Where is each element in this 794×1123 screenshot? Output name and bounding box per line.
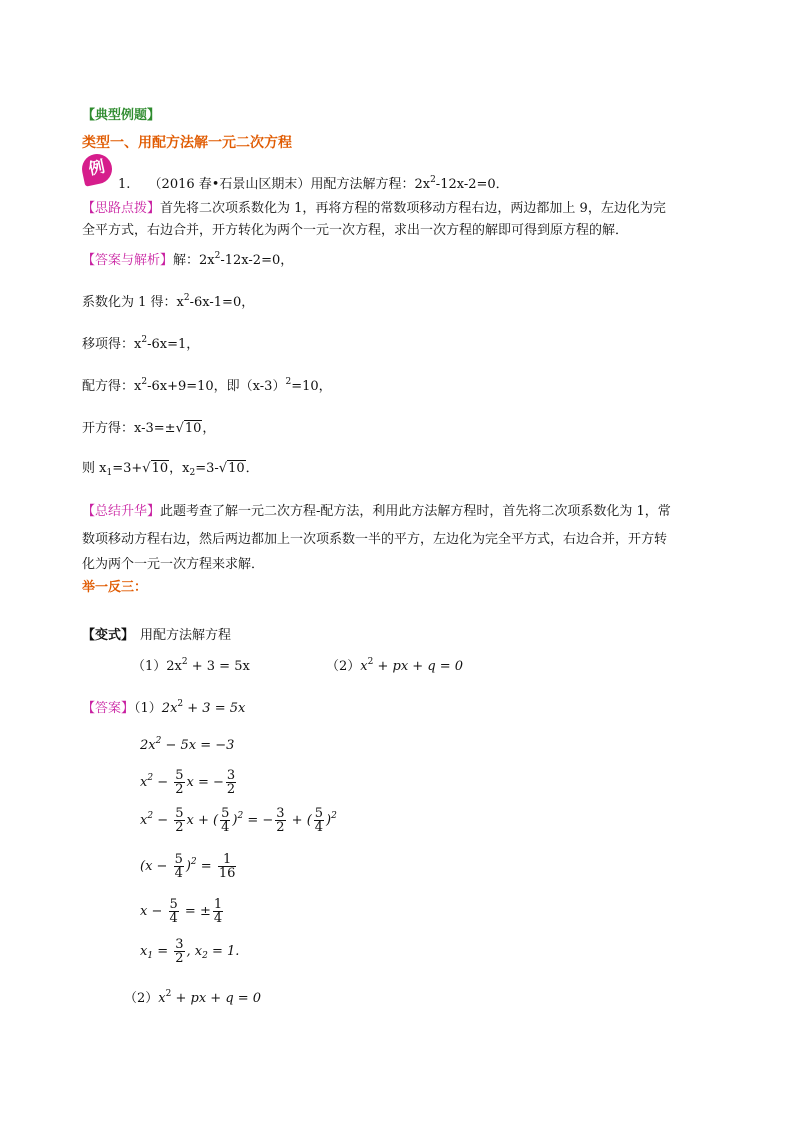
s4-a: (x − [140,859,172,874]
s3-frac1 [174,807,184,834]
sol-b: -12x-2=0， [220,253,294,268]
step-3-exp2: 2 [285,377,292,387]
s4-c: = [196,859,216,874]
s5-fd: 4 [169,911,178,926]
sqrt-sign: √ [218,461,228,476]
s3-a: x [140,813,148,828]
s2-rnum: 3 [226,768,236,783]
s2-rden: 2 [226,782,236,797]
step-2 [82,333,199,352]
type-title: 类型一、用配方法解一元二次方程 [82,135,292,151]
variant-p1-exp: 2 [181,657,188,667]
step-4-label: 开方得： [82,421,135,436]
summary-line-2: 数项移动方程右边，然后两边都加上一次项系数一半的平方，左边化为完全平方式，右边合并，开方转 [82,532,668,547]
answer-eq-a: 2x [161,701,178,716]
variant-p1-a: 2x [166,659,182,674]
step-2-a: x [134,337,142,352]
s5-rd: 4 [213,911,223,926]
answer-step-3 [140,807,337,834]
answer-step-1 [140,738,234,753]
step-5-rad1: 10 [151,461,169,476]
sol-exp: 2 [214,251,221,261]
s2-b: − [153,775,173,790]
s2-fnum: 5 [175,768,184,783]
step-1-label: 系数化为 1 得： [82,295,177,310]
step-4-radicand: 10 [184,421,202,436]
s3-c: x + ( [186,813,219,828]
s3-exp3: 2 [331,811,337,821]
s4-fd: 4 [174,866,183,881]
s6-a: = [153,944,173,959]
variant-p2-num: （2） [326,659,361,674]
s3-e: = − [243,813,274,828]
variant-problem-1 [132,655,250,674]
step-3-exp: 2 [141,377,148,387]
summary-label: 【总结升华】 [82,504,161,519]
s3-frac4 [314,807,324,834]
s1-a: 2x [140,738,156,753]
s2-c: x = − [186,775,224,790]
s3-f3d: 2 [276,820,285,835]
s1-exp: 2 [155,736,162,746]
hint-line-2: 全平方式，右边合并，开方转化为两个一元一次方程，求出一次方程的解即可得到原方程的解． [82,223,629,238]
s5-rn: 1 [213,897,223,912]
s2-exp: 2 [147,773,154,783]
s5-b: = ± [180,904,211,919]
s2-frac [174,769,184,796]
step-5-end: ． [245,461,259,476]
s2-fden: 2 [175,782,184,797]
s3-f: + ( [287,813,312,828]
variant-text: 用配方法解方程 [140,628,232,643]
answer-p2-b: + px + q = 0 [171,991,262,1006]
step-5-label: 则 [82,461,100,476]
answer-step-4 [140,853,238,880]
sqrt-sign: √ [175,421,184,436]
answer-line [82,697,245,716]
s6-frac [174,938,184,965]
answer-step-6 [140,938,239,965]
answer-problem-2 [124,987,261,1006]
s5-fn: 5 [169,897,178,912]
problem-text: 用配方法解方程： [310,177,415,192]
step-2-label: 移项得： [82,337,135,352]
s6-c: = 1. [207,944,240,959]
s6-sub2: 2 [202,951,208,961]
step-3 [82,375,332,394]
s5-rfrac [213,898,223,925]
step-5-mid1: =3+ [112,461,143,476]
s3-exp2: 2 [237,811,244,821]
variant-p1-b: + 3 = 5x [187,659,250,674]
summary-line-3: 化为两个一元一次方程来求解． [82,557,265,572]
problem-line [118,173,509,192]
s3-f2n: 5 [221,806,230,821]
step-3-label: 配方得： [82,379,135,394]
step-3-b: -6x+9=10，即（x-3） [147,379,286,394]
step-5-sub1: 1 [106,468,113,478]
sqrt-sign: √ [142,461,151,476]
s3-g: ) [326,813,332,828]
s6-x1: x [140,944,148,959]
analysis-label: 【答案与解析】 [82,253,174,268]
step-4-a: x-3=± [134,421,176,436]
variant-problem-2 [326,655,463,674]
s4-rn: 1 [218,853,237,867]
s4-frac [174,853,184,880]
analysis-line [82,249,293,268]
problem-eq-b: -12x-2=0． [435,177,509,192]
step-1 [82,291,254,310]
step-3-a: x [134,379,142,394]
s3-frac3 [275,807,285,834]
s4-exp: 2 [190,857,197,867]
step-5-rad2: 10 [228,461,245,476]
answer-p2-exp: 2 [165,989,172,999]
answer-step-5 [140,898,225,925]
step-4 [82,417,215,436]
answer-step-2 [140,769,238,796]
s6-fn: 3 [175,937,184,952]
step-2-exp: 2 [141,335,148,345]
sol-prefix: 解： [173,253,200,268]
s3-b: − [153,813,173,828]
problem-eq-exp: 2 [430,175,436,185]
answer-eq-b: + 3 = 5x [183,701,246,716]
s5-frac [169,898,179,925]
answer-p2-a: x [158,991,166,1006]
variant-p2-b: + px + q = 0 [373,659,464,674]
s4-rd: 16 [218,866,236,881]
s3-f3n: 3 [276,806,285,821]
s3-f4d: 4 [314,820,324,835]
s6-fd: 2 [175,951,184,966]
s3-frac2 [220,807,230,834]
s3-f4n: 5 [314,806,324,821]
answer-eq-exp: 2 [177,699,184,709]
step-5-sep: ， [169,461,183,476]
answer-p1-num: （1） [134,701,162,716]
step-5-mid2: =3- [195,461,219,476]
step-3-c: =10， [291,379,332,394]
problem-eq-a: 2x [414,177,431,192]
variant-p2-exp: 2 [367,657,374,667]
s4-fn: 5 [174,852,183,867]
s1-b: − 5x = −3 [161,738,235,753]
step-5-x1: x [99,461,107,476]
s6-b: , x [186,944,203,959]
s6-sub1: 1 [147,951,154,961]
step-1-b: -6x-1=0， [189,295,255,310]
variant-label: 【变式】 [82,628,135,643]
s3-d: ) [232,813,238,828]
s3-exp: 2 [147,811,154,821]
s3-f1n: 5 [175,806,184,821]
hint-text-1: 首先将二次项系数化为 1，再将方程的常数项移动方程右边，两边都加上 9，左边化为完 [160,201,666,216]
step-5-sub2: 2 [189,468,196,478]
s2-a: x [140,775,148,790]
answer-label: 【答案】 [82,701,135,716]
step-5 [82,457,259,476]
step-4-end: ， [202,421,216,436]
step-5-x2: x [182,461,190,476]
s3-f1d: 2 [175,820,184,835]
problem-source: （2016 春•石景山区期末） [148,177,311,192]
step-1-exp: 2 [183,293,190,303]
s5-a: x − [140,904,167,919]
answer-p2-num: （2） [124,991,159,1006]
problem-number: 1. [118,177,131,192]
hint-label: 【思路点拨】 [82,201,161,216]
section-title: 【典型例题】 [82,108,161,123]
s3-f2d: 4 [221,820,230,835]
example-badge: 例 [79,151,115,187]
variant-p1-num: （1） [132,659,167,674]
s4-b: ) [185,859,191,874]
s4-rfrac [218,853,237,880]
step-1-a: x [176,295,184,310]
hint-line-1 [82,197,666,216]
variant-line [82,624,231,643]
summary-text-1: 此题考查了解一元二次方程-配方法，利用此方法解方程时，首先将二次项系数化为 1，常 [160,504,671,519]
variant-p2-a: x [360,659,368,674]
s2-rfrac [226,769,236,796]
summary-line-1 [82,500,671,519]
step-2-b: -6x=1， [147,337,200,352]
practice-title: 举一反三： [82,580,148,595]
sol-a: 2x [199,253,215,268]
